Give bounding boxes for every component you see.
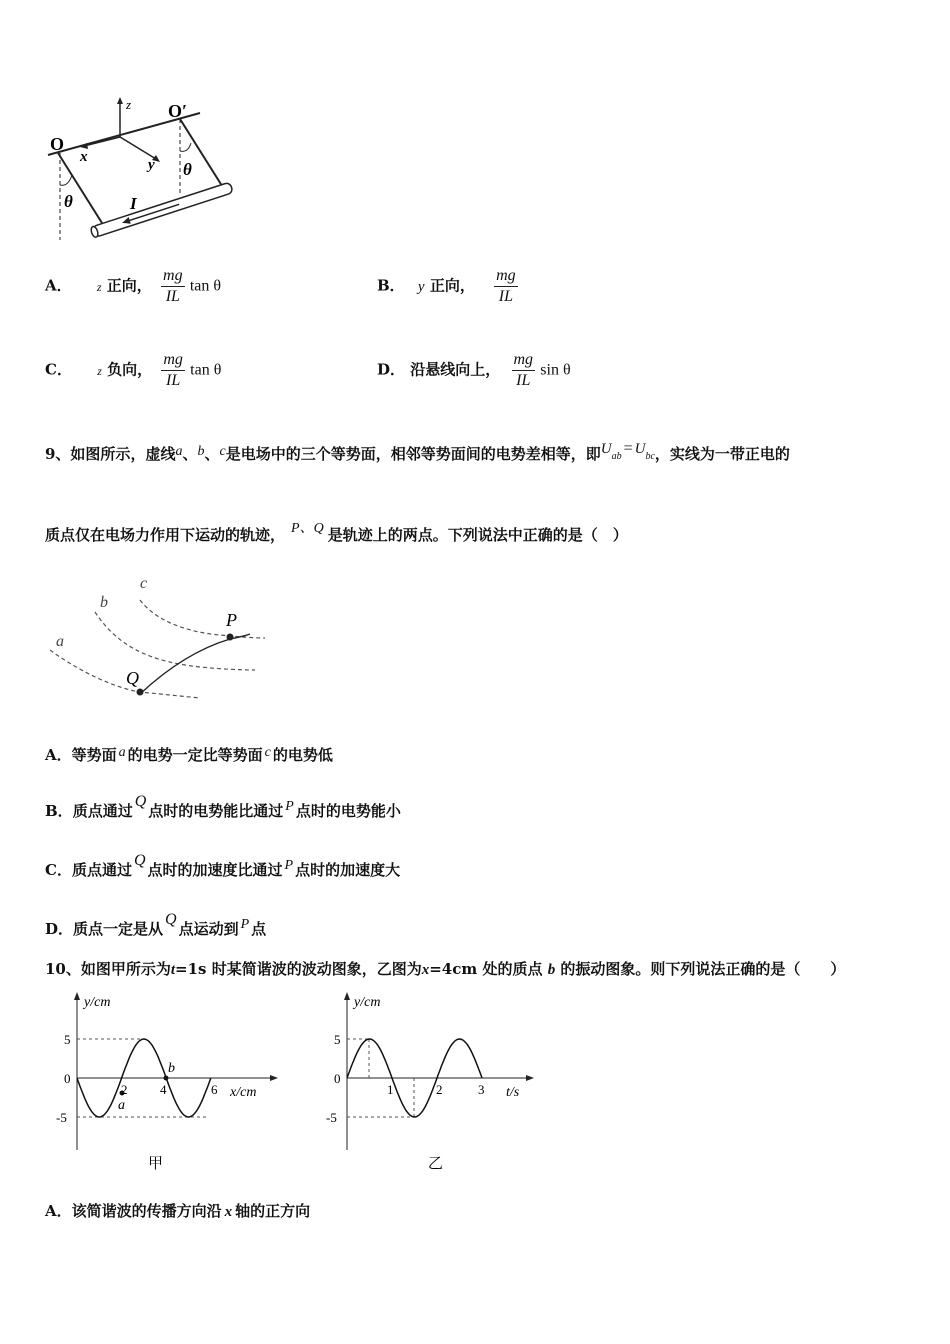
q8-option-d [377,350,571,391]
jia-point-a: a [118,1098,125,1113]
jia-ytick-neg5: -5 [56,1110,67,1125]
option-text: 质点通过 [72,802,133,820]
option-letter: A． [45,1202,72,1220]
option-letter: D． [45,920,74,938]
q10-stem [45,958,845,979]
option-text: 该简谐波的传播方向沿 [71,1202,222,1220]
q10-var-x: x [421,962,430,978]
fraction-den: IL [165,288,180,305]
jia-xtick-4: 4 [160,1082,167,1097]
q9-points-pq: P、Q [291,521,324,536]
option-var: a [118,745,126,760]
q9-var-c: c [219,444,226,459]
q10-text: =4cm 处的质点 [429,960,548,978]
subscript: ab [611,451,622,462]
q8-label-theta-right: θ [183,160,192,179]
option-text: 点 [251,920,267,938]
q9-text: 是电场中的三个等势面，相邻等势面间的电势差相等，即 [225,445,601,463]
option-direction: 负向， [107,360,153,379]
yi-ytick-0: 0 [334,1071,341,1086]
q10-var-b: b [547,962,556,978]
option-text: 轴的正方向 [235,1202,311,1220]
q9-var-a: a [175,444,183,459]
q8-label-current: I [130,194,137,213]
option-text: 质点一定是从 [73,920,164,938]
q9-text: ，实线为一带正电的 [654,445,790,463]
q10-var-t: t [170,962,176,978]
jia-ylabel: y/cm [84,995,111,1010]
option-letter: B． [45,802,73,820]
option-var: y [417,278,425,295]
q10-text: 10、如图甲所示为 [45,960,171,978]
yi-caption: 乙 [428,1156,444,1172]
yi-ytick-5: 5 [334,1032,341,1047]
option-direction: 沿悬线向上， [410,360,501,379]
yi-xtick-1: 1 [387,1082,394,1097]
q9-fig-label-b: b [100,594,108,611]
equals: = [623,440,633,457]
fraction [512,350,536,391]
option-text: 质点通过 [71,861,132,879]
separator: 、 [204,445,220,463]
q8-option-a [45,266,221,307]
vibration-graph-yi [310,990,540,1175]
q9-option-b [45,793,401,821]
q8-label-o-prime: O′ [168,101,188,121]
q9-option-d [45,911,266,939]
q8-figure [40,95,250,245]
option-var: z [96,279,102,294]
q9-fig-label-a: a [56,633,64,650]
fraction-den: IL [498,288,513,305]
q10-option-a [45,1200,310,1221]
option-text: 点时的加速度比通过 [147,861,283,879]
q9-text: 是轨迹上的两点。下列说法中正确的是（ ） [327,526,628,544]
fraction-num: mg [161,266,185,287]
q10-text: 的振动图象。则下列说法正确的是（ ） [555,960,846,978]
subscript: bc [645,451,655,462]
jia-ytick-5: 5 [64,1032,71,1047]
fraction-num: mg [512,350,536,371]
q9-text: 质点仅在电场力作用下运动的轨迹， [45,526,286,544]
option-text: 点时的电势能小 [295,802,401,820]
option-text: 点运动到 [178,920,239,938]
fraction [161,266,185,307]
q9-fig-label-c: c [140,575,148,592]
option-var: P [284,858,294,873]
q8-option-b [377,266,518,307]
option-var: P [240,917,250,932]
q9-fig-label-q: Q [126,668,139,688]
option-var: z [97,363,102,378]
option-letter: B． [377,276,405,295]
q9-fig-label-p: P [226,610,237,630]
option-letter: C． [45,861,72,879]
jia-xtick-2: 2 [121,1082,128,1097]
option-direction: 正向， [106,276,152,295]
option-text: 的电势一定比等势面 [127,746,263,764]
q9-option-a [45,744,333,765]
q9-stem-line2 [45,517,628,545]
q8-option-c [45,350,221,391]
q9-u-ab: U [600,441,612,457]
yi-ylabel: y/cm [354,995,381,1010]
fraction [161,350,185,391]
option-text: 点时的电势能比通过 [148,802,284,820]
jia-xtick-6: 6 [211,1082,218,1097]
fraction-num: mg [494,266,518,287]
option-text: 的电势低 [272,746,333,764]
option-var: P [285,799,294,814]
option-function: tan θ [189,277,222,295]
wave-graph-jia [40,990,280,1175]
q8-label-y: y [148,157,155,173]
q9-figure [40,570,270,705]
q9-u-bc: U [634,441,646,457]
q8-label-z: z [126,97,132,112]
q9-stem-line1 [45,440,790,464]
q10-text: =1s 时某简谐波的波动图象，乙图为 [175,960,422,978]
option-var: x [224,1204,233,1220]
option-direction: 正向， [429,276,475,295]
option-function: tan θ [190,361,222,379]
fraction [494,266,518,307]
jia-ytick-0: 0 [64,1071,71,1086]
jia-caption: 甲 [148,1156,164,1172]
option-text: 等势面 [71,746,117,764]
option-letter: A． [45,276,72,295]
option-letter: A． [45,746,72,764]
yi-xlabel: t/s [506,1085,520,1100]
q9-var-b: b [197,444,205,459]
yi-xtick-2: 2 [436,1082,443,1097]
q8-label-x: x [80,149,88,165]
jia-xlabel: x/cm [230,1085,257,1100]
yi-xtick-3: 3 [478,1082,485,1097]
option-letter: C． [45,360,72,379]
separator: 、 [182,445,198,463]
fraction-den: IL [516,372,531,389]
fraction-den: IL [166,372,181,389]
option-text: 点时的加速度大 [295,861,401,879]
option-function: sin θ [540,361,571,379]
q8-label-o: O [50,134,65,154]
option-letter: D． [377,360,406,379]
q9-text: 9、如图所示，虚线 [45,445,176,463]
fraction-num: mg [161,350,185,371]
jia-point-b: b [168,1061,175,1076]
option-var: Q [134,793,147,810]
q9-option-c [45,852,400,880]
option-var: c [264,745,271,760]
option-var: Q [133,852,146,869]
q8-label-theta-left: θ [64,192,73,211]
option-var: Q [165,911,177,928]
yi-ytick-neg5: -5 [326,1110,337,1125]
